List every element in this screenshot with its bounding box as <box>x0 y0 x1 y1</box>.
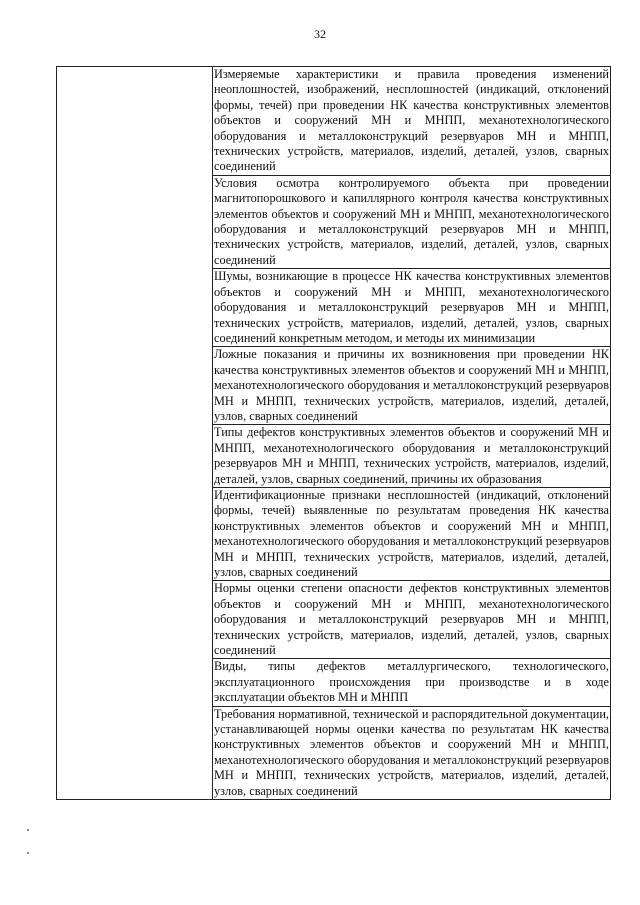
requirement-text: Условия осмотра контролируемого объекта при проведении магнитопорошкового и капиллярного контроля качества конструктивных элементов объектов и сооружений МН и МНПП, механотехнологического оборудования и металлоконструкций резервуаров МН и МНПП, технических устройств, материалов, изделий, деталей, узлов, сварных соединений <box>214 175 609 267</box>
requirement-cell <box>213 175 611 268</box>
requirement-cell <box>213 487 611 580</box>
requirement-cell <box>213 659 611 706</box>
requirement-cell <box>213 581 611 659</box>
page-number: 32 <box>314 27 326 41</box>
scan-speck <box>27 829 29 831</box>
table-row <box>57 67 611 176</box>
requirement-text: Измеряемые характеристики и правила проведения изменений неоплошностей, изображений, несплошностей (индикаций, отклонений формы, течей) при проведении НК качества конструктивных элементов объектов и сооружений МН и МНПП, механотехнологического оборудования и металлоконструкций резервуаров МН и МНПП, технических устройств, материалов, изделий, деталей, узлов, сварных соединений <box>214 67 609 174</box>
requirement-text: Идентификационные признаки несплошностей (индикаций, отклонений формы, течей) выявленные по результатам проведения НК качества конструктивных элементов объектов и сооружений МН и МНПП, механотехнологического оборудования и металлоконструкций резервуаров МН и МНПП, технических устройств, материалов, изделий, деталей, узлов, сварных соединений <box>214 487 609 579</box>
requirement-cell <box>213 425 611 488</box>
requirement-cell <box>213 347 611 425</box>
requirement-text: Нормы оценки степени опасности дефектов конструктивных элементов объектов и сооружений МН и МНПП, механотехнологического оборудования и металлоконструкций резервуаров МН и МНПП, технических устройств, материалов, изделий, деталей, узлов, сварных соединений <box>214 581 609 658</box>
left-column-cell <box>57 67 213 800</box>
requirement-text: Виды, типы дефектов металлургического, технологического, эксплуатационного происхождения при производстве и в ходе эксплуатации объектов МН и МНПП <box>214 659 609 705</box>
requirement-text: Типы дефектов конструктивных элементов объектов и сооружений МН и МНПП, механотехнологического оборудования и металлоконструкций резервуаров МН и МНПП, технических устройств, материалов, изделий, деталей, узлов, сварных соединений, причины их образования <box>214 425 609 486</box>
requirements-table <box>56 66 611 800</box>
requirement-text: Требования нормативной, технической и распорядительной документации, устанавливающей нормы оценки качества по результатам НК качества конструктивных элементов объектов и сооружений МН и МНПП, механотехнологического оборудования и металлоконструкций резервуаров МН и МНПП, технических устройств, материалов, изделий, деталей, узлов, сварных соединений <box>214 706 609 798</box>
requirement-cell <box>213 269 611 347</box>
requirement-text: Ложные показания и причины их возникновения при проведении НК качества конструктивных элементов объектов и сооружений МН и МНПП, механотехнологического оборудования и металлоконструкций резервуаров МН и МНПП, технических устройств, материалов, изделий, деталей, узлов, сварных соединений <box>214 347 609 423</box>
requirement-cell <box>213 706 611 799</box>
scan-speck <box>27 852 29 854</box>
requirement-text: Шумы, возникающие в процессе НК качества конструктивных элементов объектов и сооружений МН и МНПП, механотехнологического оборудования и металлоконструкций резервуаров МН и МНПП, технических устройств, материалов, изделий, деталей, узлов, сварных соединений конкретным методом, и методы их минимизации <box>214 269 609 345</box>
requirement-cell <box>213 67 611 176</box>
